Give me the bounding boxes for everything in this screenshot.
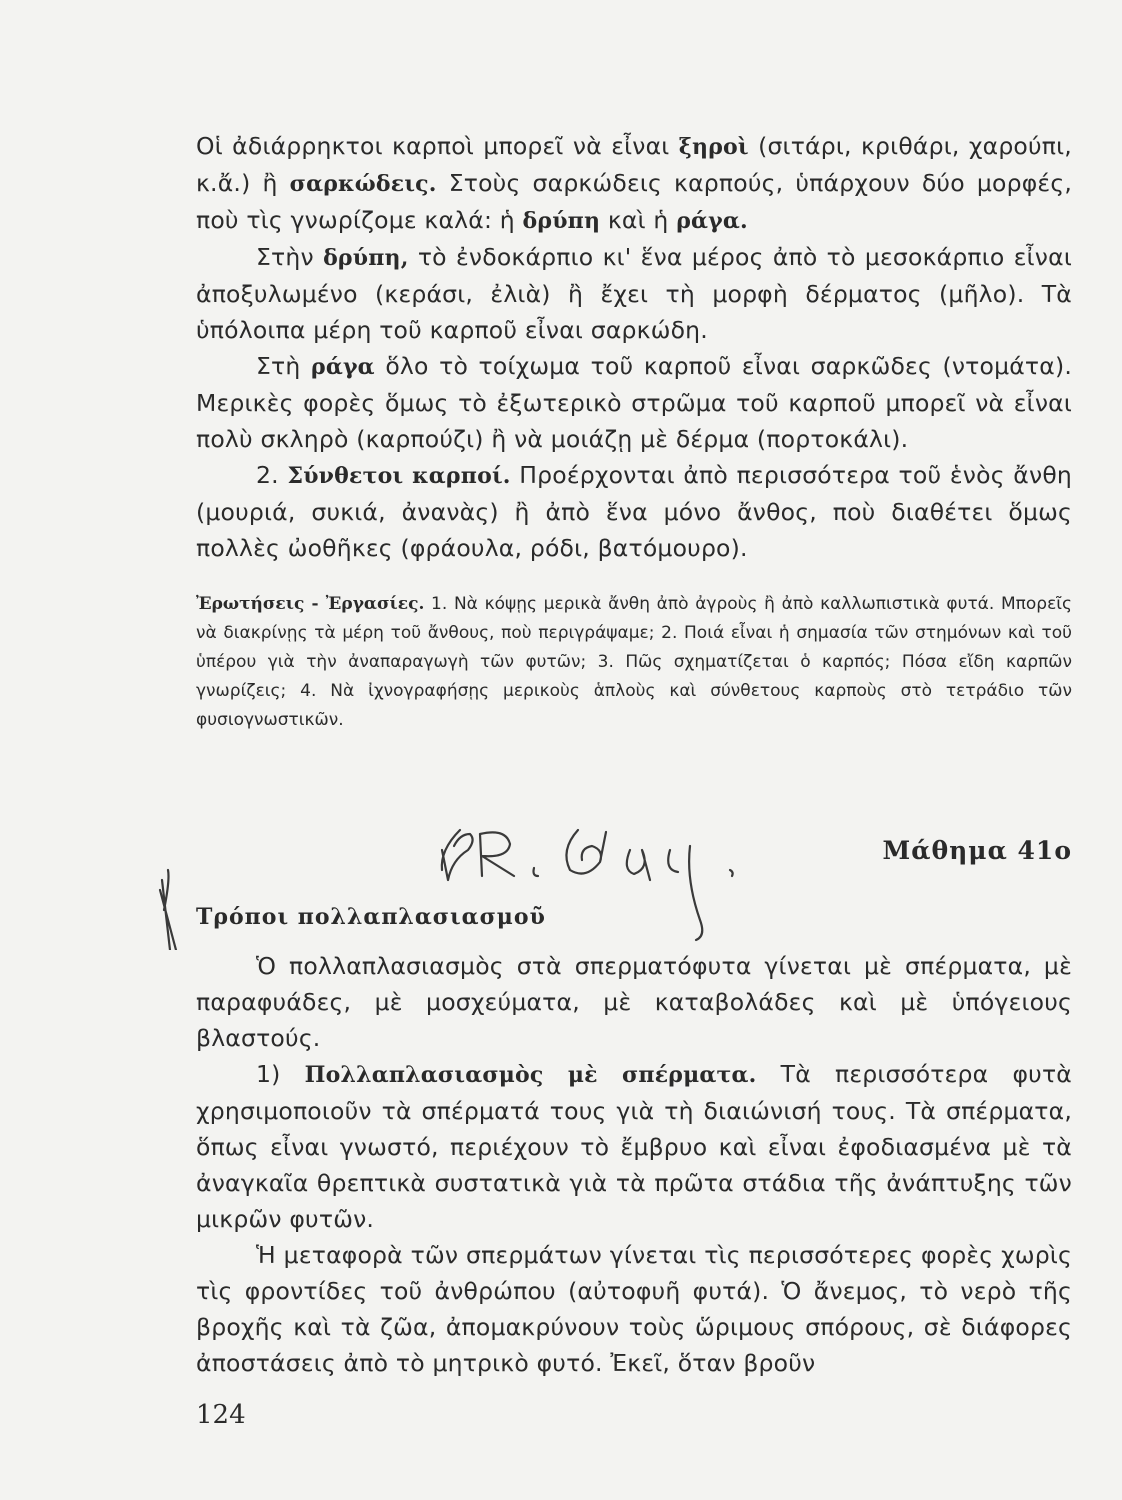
bold-term: Πολλαπλασιασμὸς μὲ σπέρματα. [304, 1062, 757, 1088]
text-run: 1) [256, 1060, 305, 1088]
bold-term: Σύνθετοι καρποί. [287, 463, 511, 489]
bold-term: ράγα [311, 354, 375, 380]
text-run: Οἱ ἀδιάρρηκτοι καρποὶ μπορεῖ νὰ εἶναι [196, 132, 679, 160]
paragraph-compound-fruits [196, 457, 1072, 566]
paragraph-propagation-methods: Ὁ πολλαπλασιασμὸς στὰ σπερματόφυτα γίνεται μὲ σπέρματα, μὲ παραφυάδες, μὲ μοσχεύματα, μὲ καταβολάδες καὶ μὲ ὑπόγειους βλαστούς. [196, 952, 1072, 1052]
paragraph-seed-propagation [196, 1056, 1072, 1237]
text-run: Στὴ [256, 352, 311, 380]
bold-term: δρύπη, [323, 245, 409, 271]
exercises-text: 1. Νὰ κόψῃς μερικὰ ἄνθη ἀπὸ ἀγροὺς ἢ ἀπὸ καλλωπιστικὰ φυτά. Μπορεῖς νὰ διακρίνῃς τὰ μέρη τοῦ ἄνθους, ποὺ περιγράψαμε; 2. Ποιά εἶναι ἡ σημασία τῶν στημόνων καὶ τοῦ ὑπέρου γιὰ τὴν ἀναπαραγωγὴ τῶν φυτῶν; 3. Πῶς σχηματίζεται ὁ καρπός; Πόσα εἴδη καρπῶν γνωρίζεις; 4. Νὰ ἰχνογραφήσῃς μερικοὺς ἁπλοὺς καὶ σύνθετους καρποὺς στὸ τετράδιο τῶν φυσιογνωστικῶν. [196, 594, 1072, 730]
exercises-title: Ἐρωτήσεις - Ἐργασίες. [196, 594, 425, 614]
text-run: Προέρχονται ἀπὸ περισσότερα τοῦ ἑνὸς ἄνθη (μουριά, συκιά, ἀνανὰς) ἢ ἀπὸ ἕνα μόνο ἄνθος, ποὺ διαθέτει ὅμως πολλὲς ὠοθῆκες (φράουλα, ρόδι, βατόμουρο). [196, 461, 1072, 562]
section-title: Τρόποι πολλαπλασιασμοῦ [196, 904, 546, 930]
paragraph-drupe [196, 239, 1072, 348]
bold-term: σαρκώδεις. [289, 171, 437, 197]
bold-term: ράγα. [676, 208, 748, 234]
text-run: Τὰ περισσότερα φυτὰ χρησιμοποιοῦν τὰ σπέρματά τους γιὰ τὴ διαιώνισή τους. Τὰ σπέρματα, ὅπως εἶναι γνωστό, περιέχουν τὸ ἔμβρυο καὶ εἶναι ἐφοδιασμένα μὲ τὰ ἀναγκαῖα θρεπτικὰ συστατικὰ γιὰ τὰ πρῶτα στάδια τῆς ἀνάπτυξης τῶν μικρῶν φυτῶν. [196, 1060, 1072, 1233]
top-text-block [196, 128, 1072, 566]
exercises-block [196, 590, 1072, 735]
paragraph-berry [196, 348, 1072, 457]
text-run: ὅλο τὸ τοίχωμα τοῦ καρποῦ εἶναι σαρκῶδες (ντομάτα). Μερικὲς φορὲς ὅμως τὸ ἐξωτερικὸ στρῶμα τοῦ καρποῦ μπορεῖ νὰ εἶναι πολὺ σκληρὸ (καρπούζι) ἢ νὰ μοιάζῃ μὲ δέρμα (πορτοκάλι). [196, 352, 1072, 453]
paragraph-seed-dispersal: Ἡ μεταφορὰ τῶν σπερμάτων γίνεται τὶς περισσότερες φορὲς χωρὶς τὶς φροντίδες τοῦ ἀνθρώπου (αὐτοφυῆ φυτά). Ὁ ἄνεμος, τὸ νερὸ τῆς βροχῆς καὶ τὰ ζῶα, ἀπομακρύνουν τοὺς ὥριμους σπόρους, σὲ διάφορες ἀποστάσεις ἀπὸ τὸ μητρικὸ φυτό. Ἐκεῖ, ὅταν βροῦν [196, 1241, 1072, 1377]
text-run: καὶ ἡ [600, 206, 677, 234]
bold-term: ξηροὶ [678, 134, 749, 160]
text-run: τὸ ἐνδοκάρπιο κι' ἕνα μέρος ἀπὸ τὸ μεσοκάρπιο εἶναι ἀποξυλωμένο (κεράσι, ἐλιὰ) ἢ ἔχει τὴ μορφὴ δέρματος (μῆλο). Τὰ ὑπόλοιπα μέρη τοῦ καρποῦ εἶναι σαρκώδη. [196, 243, 1072, 344]
bottom-text-block [196, 948, 1072, 1381]
text-run: 2. [256, 461, 288, 489]
page-number: 124 [196, 1400, 246, 1430]
lesson-heading: Μάθημα 41ο [882, 836, 1072, 865]
text-run: Στὴν [256, 243, 324, 271]
text-run: (σιτάρι, κριθάρι, χαρούπι, κ.ἄ.) ἢ [196, 132, 1072, 197]
text-run: Στοὺς σαρκώδεις καρπούς, ὑπάρχουν δύο μορφές, ποὺ τὶς γνωρίζομε καλά: ἡ [196, 169, 1072, 234]
bold-term: δρύπη [522, 208, 601, 234]
paragraph-dry-fleshy-fruits [196, 128, 1072, 239]
